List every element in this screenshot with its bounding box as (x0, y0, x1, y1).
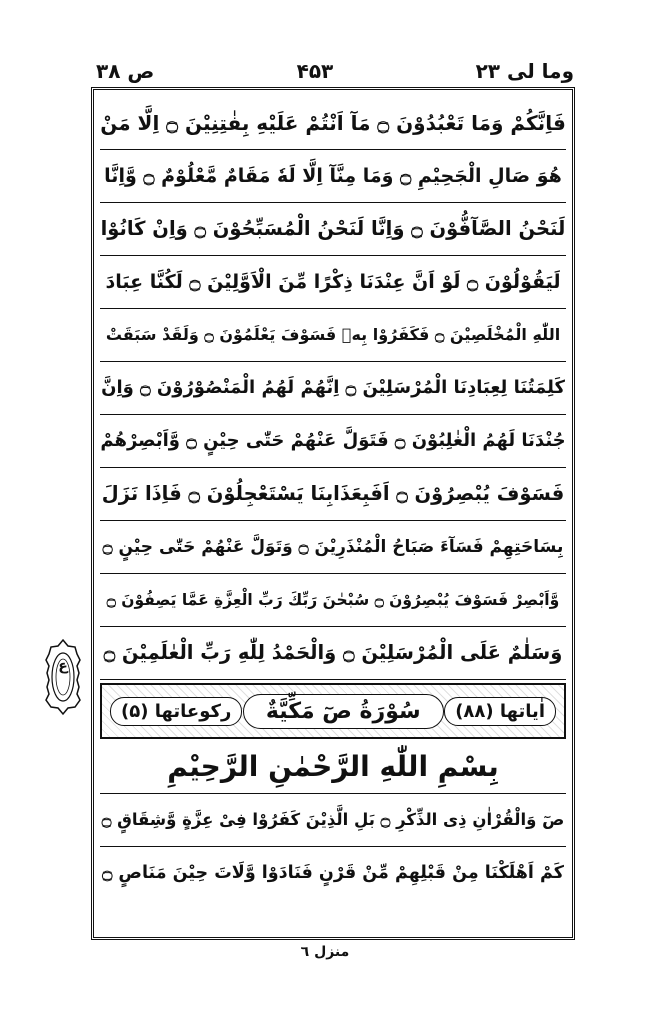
text-line-2: هُوَ صَالِ الْجَحِيْمِ ۝ وَمَا مِنَّآ اِلَّا لَهٗ مَقَامٌ مَّعْلُوْمٌ ۝ وَّاِنَّا (100, 149, 566, 203)
text-line-7: جُنْدَنَا لَهُمُ الْغٰلِبُوْنَ ۝ فَتَوَلَّ عَنْهُمْ حَتّٰى حِيْنٍ ۝ وَّاَبْصِرْهُمْ (100, 414, 566, 468)
text-line-8: فَسَوْفَ يُبْصِرُوْنَ ۝ اَفَبِعَذَابِنَا يَسْتَعْجِلُوْنَ ۝ فَاِذَا نَزَلَ (100, 467, 566, 521)
text-line-4: لَيَقُوْلُوْنَ ۝ لَوْ اَنَّ عِنْدَنَا ذِكْرًا مِّنَ الْاَوَّلِيْنَ ۝ لَكُنَّا عِبَادَ (100, 255, 566, 309)
text-line-10: وَّاَبْصِرْ فَسَوْفَ يُبْصِرُوْنَ ۝ سُبْحٰنَ رَبِّكَ رَبِّ الْعِزَّةِ عَمَّا يَصِفُوْنَ ۝ (100, 573, 566, 627)
text-line-3: لَنَحْنُ الصَّآفُّوْنَ ۝ وَاِنَّا لَنَحْنُ الْمُسَبِّحُوْنَ ۝ وَاِنْ كَانُوْا (100, 202, 566, 256)
para-name: وما لی ۲۳ (475, 59, 574, 83)
page-header (96, 54, 574, 88)
bismillah-line: بِسْمِ اللّٰهِ الرَّحْمٰنِ الرَّحِيْمِ (100, 740, 566, 794)
surah-title-band (100, 683, 566, 739)
ayat-count: اٰیاتها (۸۸) (444, 697, 556, 726)
text-line-13: كَمْ اَهْلَكْنَا مِنْ قَبْلِهِمْ مِّنْ قَرْنٍ فَنَادَوْا وَّلَاتَ حِيْنَ مَنَاصٍ ۝ (102, 862, 564, 883)
ruku-marker-ornament (44, 638, 82, 716)
text-frame (91, 87, 575, 940)
text-line-9: بِسَاحَتِهِمْ فَسَآءَ صَبَاحُ الْمُنْذَرِيْنَ ۝ وَتَوَلَّ عَنْهُمْ حَتّٰى حِيْنٍ ۝ (100, 520, 566, 574)
surah-reference: ص ۳۸ (96, 59, 155, 83)
text-line-5: اللّٰهِ الْمُخْلَصِيْنَ ۝ فَكَفَرُوْا بِهٖ فَسَوْفَ يَعْلَمُوْنَ ۝ وَلَقَدْ سَبَقَتْ (100, 308, 566, 362)
text-line-1: فَاِنَّكُمْ وَمَا تَعْبُدُوْنَ ۝ مَآ اَنْتُمْ عَلَيْهِ بِفٰتِنِيْنَ ۝ اِلَّا مَنْ (100, 96, 566, 150)
text-line-12: صٓ وَالْقُرْاٰنِ ذِى الذِّكْرِ ۝ بَلِ الَّذِيْنَ كَفَرُوْا فِىْ عِزَّةٍ وَّشِقَاقٍ ۝ (100, 793, 566, 847)
surah-title: سُوْرَةُ صٓ مَكِّيَّةٌ (243, 694, 444, 729)
ruku-marker-label: ع (58, 658, 68, 674)
ruku-count: رکوعاتها (۵) (110, 697, 242, 726)
manzil-footer: منزل ٦ (300, 944, 350, 960)
page-number: ۴۵۳ (296, 59, 334, 83)
text-line-6: كَلِمَتُنَا لِعِبَادِنَا الْمُرْسَلِيْنَ ۝ اِنَّهُمْ لَهُمُ الْمَنْصُوْرُوْنَ ۝ وَاِنَّ (100, 361, 566, 415)
text-lines (94, 90, 572, 937)
text-line-11: وَسَلٰمٌ عَلَى الْمُرْسَلِيْنَ ۝ وَالْحَمْدُ لِلّٰهِ رَبِّ الْعٰلَمِيْنَ ۝ (100, 626, 566, 680)
